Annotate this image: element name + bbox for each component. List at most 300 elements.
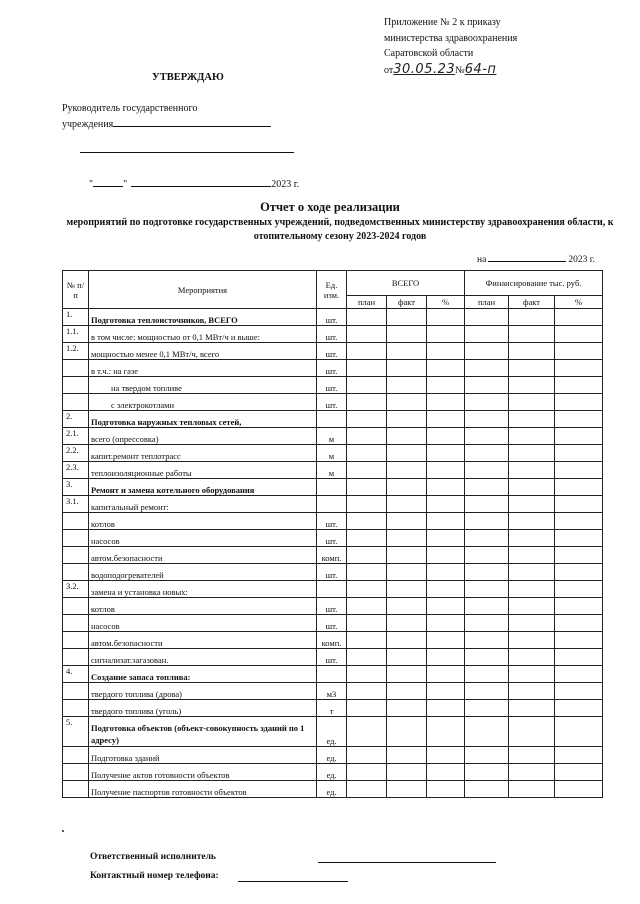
fin-plan-cell[interactable] bbox=[465, 581, 509, 598]
row-unit: шт. bbox=[317, 343, 347, 360]
row-activity: котлов bbox=[89, 598, 317, 615]
total-fact-cell[interactable] bbox=[387, 309, 427, 326]
row-number: 2. bbox=[63, 411, 89, 428]
fin-pct-cell[interactable] bbox=[555, 649, 603, 666]
row-number: 3. bbox=[63, 479, 89, 496]
fin-pct-cell[interactable] bbox=[555, 581, 603, 598]
fin-plan-cell[interactable] bbox=[465, 615, 509, 632]
total-plan-cell[interactable] bbox=[347, 462, 387, 479]
total-plan-cell[interactable] bbox=[347, 394, 387, 411]
fin-fact-cell[interactable] bbox=[509, 411, 555, 428]
table-row bbox=[63, 781, 603, 798]
total-pct-cell[interactable] bbox=[427, 462, 465, 479]
row-number bbox=[63, 747, 89, 764]
fin-plan-cell[interactable] bbox=[465, 496, 509, 513]
total-fact-cell[interactable] bbox=[387, 462, 427, 479]
header-total-pct: % bbox=[427, 296, 465, 309]
head-signature-block bbox=[62, 101, 271, 132]
responsible-underline[interactable] bbox=[318, 862, 496, 863]
total-pct-cell[interactable] bbox=[427, 530, 465, 547]
row-number bbox=[63, 615, 89, 632]
fin-plan-cell[interactable] bbox=[465, 683, 509, 700]
table-row bbox=[63, 547, 603, 564]
header-fin-pct: % bbox=[555, 296, 603, 309]
row-unit: м3 bbox=[317, 683, 347, 700]
row-unit: ед. bbox=[317, 764, 347, 781]
total-plan-cell[interactable] bbox=[347, 632, 387, 649]
header-total: ВСЕГО bbox=[347, 271, 465, 296]
table-row bbox=[63, 632, 603, 649]
total-fact-cell[interactable] bbox=[387, 479, 427, 496]
row-unit: шт. bbox=[317, 394, 347, 411]
row-unit bbox=[317, 411, 347, 428]
fin-fact-cell[interactable] bbox=[509, 530, 555, 547]
total-pct-cell[interactable] bbox=[427, 394, 465, 411]
total-fact-cell[interactable] bbox=[387, 615, 427, 632]
total-plan-cell[interactable] bbox=[347, 581, 387, 598]
as-of-year: 2023 г. bbox=[568, 255, 595, 265]
fin-plan-cell[interactable] bbox=[465, 764, 509, 781]
total-fact-cell[interactable] bbox=[387, 683, 427, 700]
fin-fact-cell[interactable] bbox=[509, 326, 555, 343]
header-unit: Ед. изм. bbox=[317, 271, 347, 309]
total-plan-cell[interactable] bbox=[347, 343, 387, 360]
fin-plan-cell[interactable] bbox=[465, 326, 509, 343]
row-number: 1.1. bbox=[63, 326, 89, 343]
total-fact-cell[interactable] bbox=[387, 700, 427, 717]
total-fact-cell[interactable] bbox=[387, 377, 427, 394]
row-unit: м bbox=[317, 428, 347, 445]
fin-fact-cell[interactable] bbox=[509, 309, 555, 326]
fin-plan-cell[interactable] bbox=[465, 700, 509, 717]
fin-fact-cell[interactable] bbox=[509, 666, 555, 683]
fin-pct-cell[interactable] bbox=[555, 513, 603, 530]
total-pct-cell[interactable] bbox=[427, 377, 465, 394]
row-unit: ед. bbox=[317, 747, 347, 764]
total-fact-cell[interactable] bbox=[387, 581, 427, 598]
appendix-line-2: министерства здравоохранения bbox=[384, 32, 518, 44]
row-activity: автом.безопасности bbox=[89, 547, 317, 564]
fin-fact-cell[interactable] bbox=[509, 649, 555, 666]
total-pct-cell[interactable] bbox=[427, 564, 465, 581]
report-table bbox=[62, 270, 603, 798]
total-fact-cell[interactable] bbox=[387, 513, 427, 530]
total-plan-cell[interactable] bbox=[347, 360, 387, 377]
total-plan-cell[interactable] bbox=[347, 428, 387, 445]
table-row bbox=[63, 377, 603, 394]
row-number bbox=[63, 700, 89, 717]
row-number bbox=[63, 360, 89, 377]
fin-pct-cell[interactable] bbox=[555, 764, 603, 781]
row-number bbox=[63, 564, 89, 581]
row-unit bbox=[317, 666, 347, 683]
appendix-number-prefix: № bbox=[455, 64, 465, 76]
total-pct-cell[interactable] bbox=[427, 581, 465, 598]
fin-fact-cell[interactable] bbox=[509, 747, 555, 764]
fin-plan-cell[interactable] bbox=[465, 479, 509, 496]
fin-plan-cell[interactable] bbox=[465, 377, 509, 394]
total-fact-cell[interactable] bbox=[387, 781, 427, 798]
total-pct-cell[interactable] bbox=[427, 700, 465, 717]
row-number: 4. bbox=[63, 666, 89, 683]
row-unit: шт. bbox=[317, 564, 347, 581]
total-fact-cell[interactable] bbox=[387, 717, 427, 747]
table-row bbox=[63, 581, 603, 598]
head-title-line-1: Руководитель государственного bbox=[62, 103, 198, 114]
row-unit: шт. bbox=[317, 377, 347, 394]
table-row bbox=[63, 717, 603, 747]
total-pct-cell[interactable] bbox=[427, 747, 465, 764]
table-row bbox=[63, 462, 603, 479]
total-plan-cell[interactable] bbox=[347, 309, 387, 326]
fin-pct-cell[interactable] bbox=[555, 717, 603, 747]
row-unit bbox=[317, 496, 347, 513]
total-plan-cell[interactable] bbox=[347, 530, 387, 547]
row-number: 2.1. bbox=[63, 428, 89, 445]
total-pct-cell[interactable] bbox=[427, 343, 465, 360]
row-activity: в том числе: мощностью от 0,1 МВт/ч и выше: bbox=[89, 326, 317, 343]
fin-plan-cell[interactable] bbox=[465, 343, 509, 360]
table-row bbox=[63, 649, 603, 666]
total-fact-cell[interactable] bbox=[387, 547, 427, 564]
fin-pct-cell[interactable] bbox=[555, 781, 603, 798]
fin-fact-cell[interactable] bbox=[509, 615, 555, 632]
row-activity: твердого топлива (уголь) bbox=[89, 700, 317, 717]
head-title-line-2 bbox=[62, 116, 271, 132]
table-row bbox=[63, 394, 603, 411]
row-number bbox=[63, 377, 89, 394]
header-num: № п/п bbox=[63, 271, 89, 309]
fin-pct-cell[interactable] bbox=[555, 343, 603, 360]
total-plan-cell[interactable] bbox=[347, 700, 387, 717]
table-row bbox=[63, 479, 603, 496]
fin-pct-cell[interactable] bbox=[555, 462, 603, 479]
total-pct-cell[interactable] bbox=[427, 428, 465, 445]
row-activity: твердого топлива (дрова) bbox=[89, 683, 317, 700]
header-fin-fact: факт bbox=[509, 296, 555, 309]
row-number bbox=[63, 683, 89, 700]
total-plan-cell[interactable] bbox=[347, 747, 387, 764]
total-fact-cell[interactable] bbox=[387, 747, 427, 764]
fin-fact-cell[interactable] bbox=[509, 598, 555, 615]
fin-fact-cell[interactable] bbox=[509, 394, 555, 411]
total-plan-cell[interactable] bbox=[347, 615, 387, 632]
row-unit: комп. bbox=[317, 632, 347, 649]
row-activity: теплоизоляционные работы bbox=[89, 462, 317, 479]
row-number bbox=[63, 513, 89, 530]
table-row bbox=[63, 747, 603, 764]
phone-label: Контактный номер телефона: bbox=[90, 871, 219, 881]
total-pct-cell[interactable] bbox=[427, 666, 465, 683]
fin-plan-cell[interactable] bbox=[465, 462, 509, 479]
name-underline[interactable] bbox=[80, 152, 294, 153]
row-activity: автом.безопасности bbox=[89, 632, 317, 649]
row-number: 3.1. bbox=[63, 496, 89, 513]
report-subtitle: мероприятий по подготовке государственных учреждений, подведомственных министерству здравоохранения области, к отопительному сезону 2023-2024 годов bbox=[66, 217, 614, 242]
fin-pct-cell[interactable] bbox=[555, 564, 603, 581]
row-number bbox=[63, 598, 89, 615]
fin-fact-cell[interactable] bbox=[509, 445, 555, 462]
fin-fact-cell[interactable] bbox=[509, 564, 555, 581]
fin-pct-cell[interactable] bbox=[555, 326, 603, 343]
fin-pct-cell[interactable] bbox=[555, 615, 603, 632]
header-total-plan: план bbox=[347, 296, 387, 309]
total-pct-cell[interactable] bbox=[427, 598, 465, 615]
total-pct-cell[interactable] bbox=[427, 717, 465, 747]
row-unit: шт. bbox=[317, 360, 347, 377]
total-fact-cell[interactable] bbox=[387, 764, 427, 781]
row-activity: Создание запаса топлива: bbox=[89, 666, 317, 683]
fin-pct-cell[interactable] bbox=[555, 411, 603, 428]
approval-date-line bbox=[89, 176, 299, 190]
fin-plan-cell[interactable] bbox=[465, 598, 509, 615]
fin-fact-cell[interactable] bbox=[509, 781, 555, 798]
signature-underline[interactable] bbox=[113, 116, 271, 127]
total-fact-cell[interactable] bbox=[387, 360, 427, 377]
appendix-order-line bbox=[384, 62, 517, 79]
total-fact-cell[interactable] bbox=[387, 496, 427, 513]
fin-pct-cell[interactable] bbox=[555, 479, 603, 496]
table-row bbox=[63, 428, 603, 445]
fin-pct-cell[interactable] bbox=[555, 666, 603, 683]
fin-plan-cell[interactable] bbox=[465, 309, 509, 326]
total-plan-cell[interactable] bbox=[347, 377, 387, 394]
total-plan-cell[interactable] bbox=[347, 445, 387, 462]
fin-plan-cell[interactable] bbox=[465, 394, 509, 411]
total-plan-cell[interactable] bbox=[347, 717, 387, 747]
row-number: 2.3. bbox=[63, 462, 89, 479]
total-plan-cell[interactable] bbox=[347, 496, 387, 513]
row-unit: ед. bbox=[317, 781, 347, 798]
row-activity: сигнализат.загазован. bbox=[89, 649, 317, 666]
fin-fact-cell[interactable] bbox=[509, 360, 555, 377]
fin-fact-cell[interactable] bbox=[509, 581, 555, 598]
total-pct-cell[interactable] bbox=[427, 649, 465, 666]
total-pct-cell[interactable] bbox=[427, 479, 465, 496]
row-unit bbox=[317, 479, 347, 496]
total-fact-cell[interactable] bbox=[387, 428, 427, 445]
fin-pct-cell[interactable] bbox=[555, 496, 603, 513]
total-fact-cell[interactable] bbox=[387, 666, 427, 683]
row-number: 2.2. bbox=[63, 445, 89, 462]
fin-fact-cell[interactable] bbox=[509, 428, 555, 445]
fin-pct-cell[interactable] bbox=[555, 394, 603, 411]
as-of-date bbox=[477, 251, 595, 265]
total-pct-cell[interactable] bbox=[427, 632, 465, 649]
fin-pct-cell[interactable] bbox=[555, 547, 603, 564]
header-fin-plan: план bbox=[465, 296, 509, 309]
table-row bbox=[63, 411, 603, 428]
total-plan-cell[interactable] bbox=[347, 513, 387, 530]
row-activity: в т.ч.: на газе bbox=[89, 360, 317, 377]
row-activity: насосов bbox=[89, 530, 317, 547]
fin-fact-cell[interactable] bbox=[509, 764, 555, 781]
head-title-label: учреждения bbox=[62, 119, 114, 130]
fin-pct-cell[interactable] bbox=[555, 700, 603, 717]
fin-pct-cell[interactable] bbox=[555, 530, 603, 547]
fin-plan-cell[interactable] bbox=[465, 547, 509, 564]
row-unit: шт. bbox=[317, 326, 347, 343]
row-activity: Подготовка теплоисточников, ВСЕГО bbox=[89, 309, 317, 326]
row-activity: водоподогревателей bbox=[89, 564, 317, 581]
total-pct-cell[interactable] bbox=[427, 309, 465, 326]
fin-fact-cell[interactable] bbox=[509, 547, 555, 564]
fin-plan-cell[interactable] bbox=[465, 781, 509, 798]
table-row bbox=[63, 700, 603, 717]
fin-plan-cell[interactable] bbox=[465, 717, 509, 747]
total-plan-cell[interactable] bbox=[347, 564, 387, 581]
header-financing: Финансирование тыс. руб. bbox=[465, 271, 603, 296]
total-plan-cell[interactable] bbox=[347, 598, 387, 615]
phone-underline[interactable] bbox=[238, 881, 348, 882]
row-activity: с электрокотлами bbox=[89, 394, 317, 411]
row-unit: комп. bbox=[317, 547, 347, 564]
row-unit bbox=[317, 581, 347, 598]
month-underline[interactable] bbox=[131, 176, 271, 187]
fin-fact-cell[interactable] bbox=[509, 377, 555, 394]
approve-heading: УТВЕРЖДАЮ bbox=[152, 72, 224, 83]
fin-fact-cell[interactable] bbox=[509, 700, 555, 717]
total-plan-cell[interactable] bbox=[347, 781, 387, 798]
total-plan-cell[interactable] bbox=[347, 666, 387, 683]
fin-plan-cell[interactable] bbox=[465, 564, 509, 581]
row-activity: на твердом топливе bbox=[89, 377, 317, 394]
fin-fact-cell[interactable] bbox=[509, 479, 555, 496]
fin-plan-cell[interactable] bbox=[465, 360, 509, 377]
fin-pct-cell[interactable] bbox=[555, 683, 603, 700]
fin-plan-cell[interactable] bbox=[465, 747, 509, 764]
row-number: 1. bbox=[63, 309, 89, 326]
total-plan-cell[interactable] bbox=[347, 479, 387, 496]
fin-pct-cell[interactable] bbox=[555, 360, 603, 377]
fin-plan-cell[interactable] bbox=[465, 666, 509, 683]
total-pct-cell[interactable] bbox=[427, 411, 465, 428]
as-of-prefix: на bbox=[477, 255, 487, 265]
total-fact-cell[interactable] bbox=[387, 411, 427, 428]
fin-fact-cell[interactable] bbox=[509, 462, 555, 479]
total-pct-cell[interactable] bbox=[427, 764, 465, 781]
row-number: 3.2. bbox=[63, 581, 89, 598]
row-number bbox=[63, 781, 89, 798]
fin-pct-cell[interactable] bbox=[555, 445, 603, 462]
fin-pct-cell[interactable] bbox=[555, 747, 603, 764]
total-pct-cell[interactable] bbox=[427, 513, 465, 530]
fin-fact-cell[interactable] bbox=[509, 513, 555, 530]
report-table-body bbox=[63, 309, 603, 798]
fin-pct-cell[interactable] bbox=[555, 632, 603, 649]
fin-plan-cell[interactable] bbox=[465, 649, 509, 666]
row-activity: Подготовка зданий bbox=[89, 747, 317, 764]
appendix-line-1: Приложение № 2 к приказу bbox=[384, 17, 501, 28]
total-fact-cell[interactable] bbox=[387, 326, 427, 343]
row-activity: Подготовка наружных тепловых сетей, bbox=[89, 411, 317, 428]
table-row bbox=[63, 683, 603, 700]
row-unit: шт. bbox=[317, 530, 347, 547]
total-fact-cell[interactable] bbox=[387, 343, 427, 360]
row-unit: шт. bbox=[317, 513, 347, 530]
total-fact-cell[interactable] bbox=[387, 564, 427, 581]
row-activity: капитальный ремонт: bbox=[89, 496, 317, 513]
total-pct-cell[interactable] bbox=[427, 326, 465, 343]
fin-pct-cell[interactable] bbox=[555, 428, 603, 445]
fin-fact-cell[interactable] bbox=[509, 343, 555, 360]
total-fact-cell[interactable] bbox=[387, 598, 427, 615]
total-fact-cell[interactable] bbox=[387, 394, 427, 411]
quote-open: " bbox=[89, 179, 94, 190]
quote-close: " bbox=[123, 179, 128, 190]
total-plan-cell[interactable] bbox=[347, 547, 387, 564]
fin-pct-cell[interactable] bbox=[555, 598, 603, 615]
fin-plan-cell[interactable] bbox=[465, 513, 509, 530]
handwritten-date: 30.05.23 bbox=[393, 61, 456, 77]
row-activity: мощностью менее 0,1 МВт/ч, всего bbox=[89, 343, 317, 360]
appendix-note bbox=[384, 15, 517, 78]
fin-plan-cell[interactable] bbox=[465, 530, 509, 547]
total-plan-cell[interactable] bbox=[347, 649, 387, 666]
fin-plan-cell[interactable] bbox=[465, 445, 509, 462]
fin-plan-cell[interactable] bbox=[465, 632, 509, 649]
table-row bbox=[63, 615, 603, 632]
fin-fact-cell[interactable] bbox=[509, 683, 555, 700]
row-activity: капит.ремонт теплотрасс bbox=[89, 445, 317, 462]
row-activity: насосов bbox=[89, 615, 317, 632]
fin-plan-cell[interactable] bbox=[465, 428, 509, 445]
total-pct-cell[interactable] bbox=[427, 615, 465, 632]
total-plan-cell[interactable] bbox=[347, 411, 387, 428]
total-pct-cell[interactable] bbox=[427, 781, 465, 798]
total-plan-cell[interactable] bbox=[347, 326, 387, 343]
total-fact-cell[interactable] bbox=[387, 632, 427, 649]
row-number bbox=[63, 764, 89, 781]
fin-pct-cell[interactable] bbox=[555, 309, 603, 326]
total-plan-cell[interactable] bbox=[347, 683, 387, 700]
report-title: Отчет о ходе реализации bbox=[260, 200, 400, 214]
total-pct-cell[interactable] bbox=[427, 360, 465, 377]
fin-plan-cell[interactable] bbox=[465, 411, 509, 428]
row-activity: Подготовка объектов (объект-совокупность зданий по 1 адресу) bbox=[89, 717, 317, 747]
total-pct-cell[interactable] bbox=[427, 496, 465, 513]
row-unit: шт. bbox=[317, 615, 347, 632]
fin-fact-cell[interactable] bbox=[509, 496, 555, 513]
row-unit: шт. bbox=[317, 649, 347, 666]
table-row bbox=[63, 530, 603, 547]
as-of-underline[interactable] bbox=[488, 251, 566, 262]
total-fact-cell[interactable] bbox=[387, 445, 427, 462]
row-unit: м bbox=[317, 445, 347, 462]
total-pct-cell[interactable] bbox=[427, 547, 465, 564]
responsible-label: Ответственный исполнитель bbox=[90, 852, 216, 862]
row-number: 1.2. bbox=[63, 343, 89, 360]
row-unit: ед. bbox=[317, 717, 347, 747]
row-activity: замена и установка новых: bbox=[89, 581, 317, 598]
day-underline[interactable] bbox=[93, 176, 123, 187]
handwritten-number: 64-п bbox=[464, 61, 497, 77]
total-pct-cell[interactable] bbox=[427, 445, 465, 462]
fin-pct-cell[interactable] bbox=[555, 377, 603, 394]
row-unit: шт. bbox=[317, 598, 347, 615]
total-fact-cell[interactable] bbox=[387, 649, 427, 666]
fin-fact-cell[interactable] bbox=[509, 632, 555, 649]
total-plan-cell[interactable] bbox=[347, 764, 387, 781]
row-activity: Получение паспортов готовности объектов bbox=[89, 781, 317, 798]
table-row bbox=[63, 598, 603, 615]
total-pct-cell[interactable] bbox=[427, 683, 465, 700]
total-fact-cell[interactable] bbox=[387, 530, 427, 547]
row-unit: м bbox=[317, 462, 347, 479]
table-row bbox=[63, 666, 603, 683]
fin-fact-cell[interactable] bbox=[509, 717, 555, 747]
row-number bbox=[63, 530, 89, 547]
